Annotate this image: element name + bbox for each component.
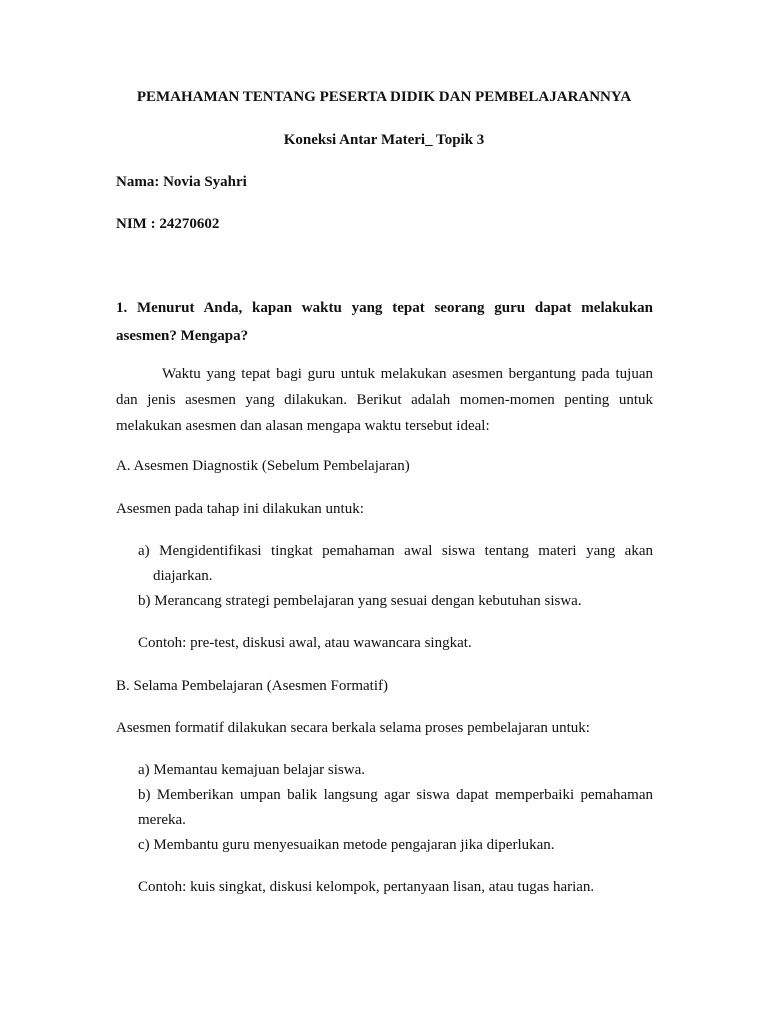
list-item: b) Memberikan umpan balik langsung agar siswa dapat memperbaiki pemahaman mereka. <box>138 787 653 828</box>
section-b-example: Contoh: kuis singkat, diskusi kelompok, pertanyaan lisan, atau tugas harian. <box>138 879 595 895</box>
student-nim: NIM : 24270602 <box>116 216 220 232</box>
question-heading: 1. Menurut Anda, kapan waktu yang tepat seorang guru dapat melakukan asesmen? Mengapa? <box>116 300 653 344</box>
student-name: Nama: Novia Syahri <box>116 174 247 190</box>
section-a-lead: Asesmen pada tahap ini dilakukan untuk: <box>116 501 364 517</box>
list-item: a) Memantau kemajuan belajar siswa. <box>138 762 365 778</box>
intro-paragraph: Waktu yang tepat bagi guru untuk melakukan asesmen bergantung pada tujuan dan jenis asesmen yang dilakukan. Berikut adalah momen-momen penting untuk melakukan asesmen dan alasan mengapa waktu tersebut ideal: <box>116 366 653 434</box>
section-b-lead: Asesmen formatif dilakukan secara berkala selama proses pembelajaran untuk: <box>116 720 590 736</box>
document-title: PEMAHAMAN TENTANG PESERTA DIDIK DAN PEMBELAJARANNYA <box>136 89 632 105</box>
document-subtitle: Koneksi Antar Materi_ Topik 3 <box>283 132 485 148</box>
list-item: b) Merancang strategi pembelajaran yang sesuai dengan kebutuhan siswa. <box>138 593 582 609</box>
section-a-list <box>138 539 653 614</box>
list-item: c) Membantu guru menyesuaikan metode pengajaran jika diperlukan. <box>138 837 555 853</box>
section-b-heading: B. Selama Pembelajaran (Asesmen Formatif) <box>116 678 389 694</box>
section-a-heading: A. Asesmen Diagnostik (Sebelum Pembelajaran) <box>116 458 410 474</box>
section-a-example: Contoh: pre-test, diskusi awal, atau wawancara singkat. <box>138 635 472 651</box>
list-item: a) Mengidentifikasi tingkat pemahaman awal siswa tentang materi yang akan diajarkan. <box>138 543 653 584</box>
section-b-list <box>138 758 653 858</box>
